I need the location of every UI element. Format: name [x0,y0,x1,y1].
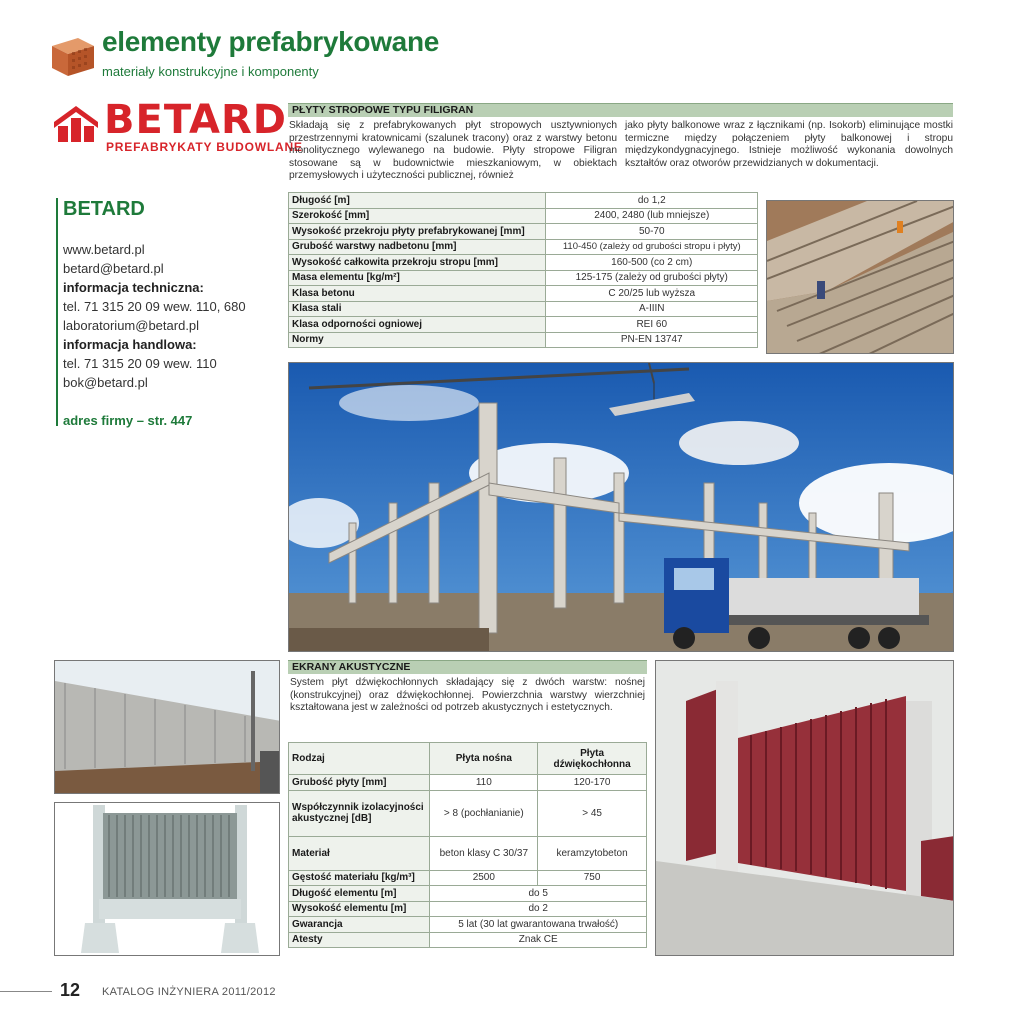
spec-label: Atesty [289,932,430,948]
filigran-heading: PŁYTY STROPOWE TYPU FILIGRAN [288,103,953,117]
page-subtitle: materiały konstrukcyjne i komponenty [102,64,319,79]
table-row [289,790,647,836]
table-row [289,255,758,271]
company-email[interactable]: betard@betard.pl [63,261,164,276]
table-row [289,224,758,240]
spec-label: Grubość płyty [mm] [289,775,430,791]
spec-label: Długość elementu [m] [289,886,430,902]
spec-value-a: 110 [430,775,538,791]
company-website[interactable]: www.betard.pl [63,242,145,257]
filigran-desc-col1: Składają się z prefabrykowanych płyt stropowych usztywnionych przestrzennymi kratownicami (szalunek tracony) oraz z warstwy betonu monolitycznego wylewanego na budowie. Płyty stropowe Filigran stosowane są w budownictwie mieszkaniowym, w obiektach przemysłowych i użyteczności publicznej, również [289,120,617,182]
table-row [289,886,647,902]
footer-rule [0,991,52,992]
spec-label: Klasa stali [289,301,546,317]
logo-tagline: PREFABRYKATY BUDOWLANE [106,140,303,154]
spec-value: A-IIIN [546,301,758,317]
table-row [289,193,758,209]
tech-phone: tel. 71 315 20 09 wew. 110, 680 [63,299,246,314]
spec-label: Gwarancja [289,917,430,933]
construction-site-photo [288,362,954,652]
table-row [289,836,647,870]
trade-info-label: informacja handlowa: [63,337,197,352]
table-row [289,239,758,255]
red-noise-barrier-photo [655,660,954,956]
company-address-ref[interactable]: adres firmy – str. 447 [63,413,193,428]
catalog-title: KATALOG INŻYNIERA 2011/2012 [102,986,276,998]
spec-label: Szerokość [mm] [289,208,546,224]
col-header-sound-plate: Płyta dźwiękochłonna [538,743,647,775]
page-title: elementy prefabrykowane [102,26,440,57]
spec-value-a: 2500 [430,870,538,886]
trade-phone: tel. 71 315 20 09 wew. 110 [63,356,217,371]
logo-wordmark: BETARD [104,97,287,143]
table-row [289,301,758,317]
spec-label: Materiał [289,836,430,870]
ekrany-heading: EKRANY AKUSTYCZNE [288,660,647,674]
ekrany-desc: System płyt dźwiękochłonnych składający się z dwóch warstw: nośnej (konstrukcyjnej) oraz dźwiękochłonnej. Powierzchnia warstwy wierzchniej kształtowana jest w zależności od potrzeb akustycznych i estetycznych. [290,677,645,714]
table-row [289,286,758,302]
spec-label: Masa elementu [kg/m²] [289,270,546,286]
spec-value-b: > 45 [538,790,647,836]
table-row [289,270,758,286]
spec-value: do 1,2 [546,193,758,209]
spec-value-b: keramzytobeton [538,836,647,870]
spec-value: do 2 [430,901,647,917]
spec-label: Normy [289,332,546,348]
table-row [289,932,647,948]
company-accent-bar [56,198,58,426]
spec-value: do 5 [430,886,647,902]
spec-label: Klasa odporności ogniowej [289,317,546,333]
col-header-type: Rodzaj [289,743,430,775]
ekrany-spec-table [288,742,647,948]
spec-value: C 20/25 lub wyższa [546,286,758,302]
spec-label: Wysokość przekroju płyty prefabrykowanej [mm] [289,224,546,240]
table-row [289,870,647,886]
spec-value-a: beton klasy C 30/37 [430,836,538,870]
spec-label: Grubość warstwy nadbetonu [mm] [289,239,546,255]
spec-label: Wysokość elementu [m] [289,901,430,917]
spec-value: REI 60 [546,317,758,333]
trade-email[interactable]: bok@betard.pl [63,375,148,390]
filigran-slabs-photo [766,200,954,354]
table-header-row [289,743,647,775]
spec-value-b: 120-170 [538,775,647,791]
noise-barrier-track-photo [54,660,280,794]
tech-email[interactable]: laboratorium@betard.pl [63,318,200,333]
spec-label: Gęstość materiału [kg/m³] [289,870,430,886]
spec-value-b: 750 [538,870,647,886]
table-row [289,317,758,333]
table-row [289,208,758,224]
col-header-load-plate: Płyta nośna [430,743,538,775]
spec-label: Współczynnik izolacyjności akustycznej [dB] [289,790,430,836]
spec-value: 160-500 (co 2 cm) [546,255,758,271]
spec-value: PN-EN 13747 [546,332,758,348]
spec-value: Znak CE [430,932,647,948]
table-row [289,332,758,348]
tech-info-label: informacja techniczna: [63,280,204,295]
page-number: 12 [60,980,81,1000]
spec-value: 110-450 (zależy od grubości stropu i płyty) [546,239,758,255]
spec-label: Wysokość całkowita przekroju stropu [mm] [289,255,546,271]
noise-panel-photo [54,802,280,956]
filigran-spec-table [288,192,758,348]
spec-value: 5 lat (30 lat gwarantowana trwałość) [430,917,647,933]
company-name: BETARD [63,198,145,220]
spec-value: 50-70 [546,224,758,240]
table-row [289,917,647,933]
spec-value: 125-175 (zależy od grubości płyty) [546,270,758,286]
spec-label: Długość [m] [289,193,546,209]
spec-value-a: > 8 (pochłanianie) [430,790,538,836]
betard-logo-icon [54,104,100,144]
brick-icon [48,34,96,78]
spec-value: 2400, 2480 (lub mniejsze) [546,208,758,224]
filigran-desc-col2: jako płyty balkonowe wraz z łącznikami (np. Isokorb) eliminujące mostki termiczne między połączeniem płyty balkonowej i stropu międzykondygnacyjnego. Istnieje możliwość wykonania dowolnych kształtów oraz otworów przewidzianych w dokumentacji. [625,120,953,169]
table-row [289,901,647,917]
table-row [289,775,647,791]
spec-label: Klasa betonu [289,286,546,302]
